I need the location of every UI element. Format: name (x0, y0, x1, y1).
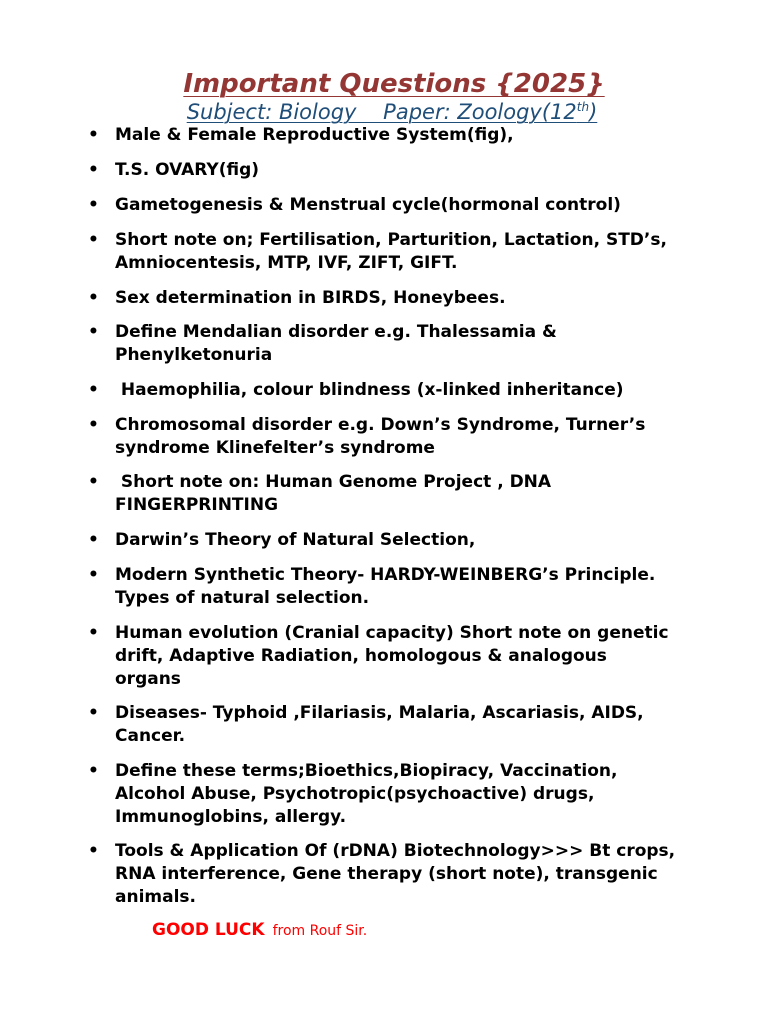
bullet-icon: • (88, 472, 99, 492)
question-text: Diseases- Typhoid ,Filariasis, Malaria, Ascariasis, AIDS, Cancer. (115, 703, 644, 746)
question-text: Darwin’s Theory of Natural Selection, (115, 530, 476, 550)
subtitle-superscript: th (576, 100, 590, 114)
bullet-icon: • (88, 415, 99, 435)
question-text: Male & Female Reproductive System(fig), (115, 125, 514, 145)
question-text: Haemophilia, colour blindness (x-linked inheritance) (115, 380, 624, 400)
subtitle-text: Subject: Biology Paper: Zoology(12 (186, 100, 577, 124)
question-text: Short note on: Human Genome Project , DNA FINGERPRINTING (115, 472, 552, 515)
bullet-icon: • (88, 623, 99, 643)
bullet-icon: • (88, 230, 99, 250)
author-credit: from Rouf Sir. (272, 923, 368, 939)
question-text: Short note on; Fertilisation, Parturition, Lactation, STD’s, Amniocentesis, MTP, IVF, ZIFT, GIFT. (115, 230, 667, 273)
bullet-icon: • (88, 160, 99, 180)
footer-signoff (152, 920, 367, 940)
bullet-icon: • (88, 703, 99, 723)
page-subtitle (0, 99, 768, 125)
question-text: Define these terms;Bioethics,Biopiracy, Vaccination, Alcohol Abuse, Psychotropic(psychoactive) drugs, Immunoglobins, allergy. (115, 761, 618, 827)
bullet-icon: • (88, 195, 99, 215)
question-text: Human evolution (Cranial capacity) Short note on genetic drift, Adaptive Radiation, homologous & analogous organs (115, 623, 669, 689)
bullet-icon: • (88, 125, 99, 145)
bullet-icon: • (88, 288, 99, 308)
question-text: Chromosomal disorder e.g. Down’s Syndrome, Turner’s syndrome Klinefelter’s syndrome (115, 415, 646, 458)
question-text: Gametogenesis & Menstrual cycle(hormonal control) (115, 195, 621, 215)
bullet-icon: • (88, 565, 99, 585)
bullet-icon: • (88, 322, 99, 342)
bullet-icon: • (88, 841, 99, 861)
bullet-icon: • (88, 380, 99, 400)
good-luck-text: GOOD LUCK (152, 920, 265, 940)
page-title: Important Questions {2025} (183, 69, 605, 99)
question-text: Modern Synthetic Theory- HARDY-WEINBERG’s Principle. Types of natural selection. (115, 565, 656, 608)
subtitle-end: ) (589, 100, 598, 124)
question-text: T.S. OVARY(fig) (115, 160, 260, 180)
question-text: Sex determination in BIRDS, Honeybees. (115, 288, 506, 308)
question-text: Define Mendalian disorder e.g. Thalessamia & Phenylketonuria (115, 322, 557, 365)
question-text: Tools & Application Of (rDNA) Biotechnology>>> Bt crops, RNA interference, Gene therapy (short note), transgenic animals. (115, 841, 676, 907)
bullet-icon: • (88, 530, 99, 550)
bullet-icon: • (88, 761, 99, 781)
